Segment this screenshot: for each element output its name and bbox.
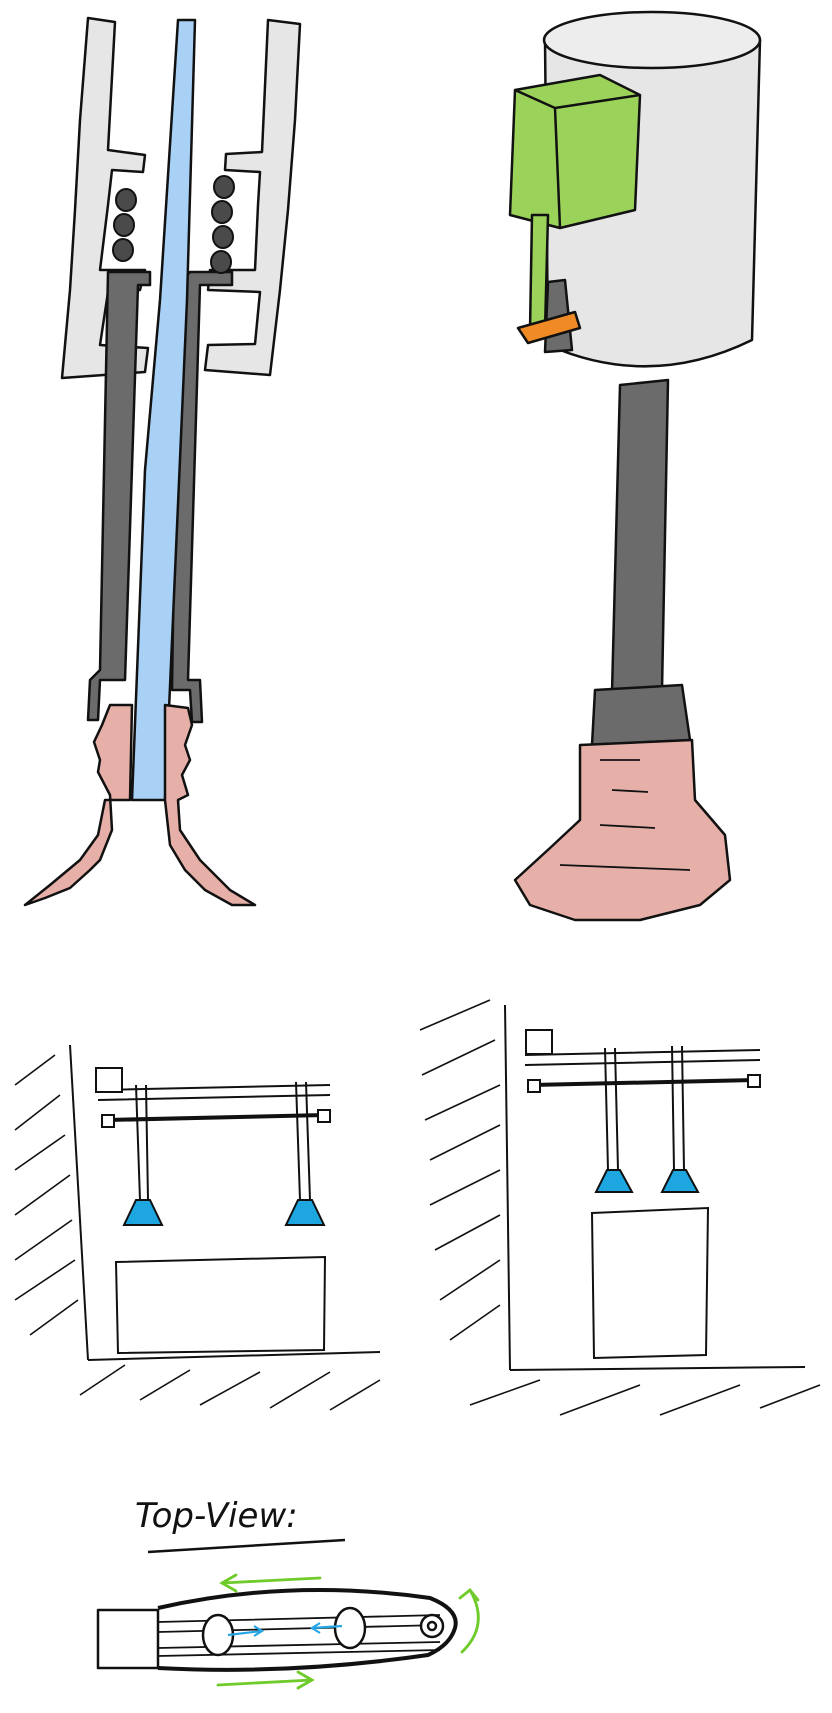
left-spring bbox=[113, 189, 136, 261]
wall-hatch bbox=[420, 1000, 500, 1340]
cylinder-top bbox=[544, 12, 760, 68]
rail-end-right bbox=[748, 1075, 760, 1087]
scene-tall-box bbox=[420, 1000, 820, 1415]
arm-right bbox=[672, 1046, 684, 1170]
scene-wide-box bbox=[15, 1045, 380, 1410]
cup-right bbox=[662, 1170, 698, 1192]
arm-right bbox=[296, 1082, 310, 1200]
top-view-underline bbox=[148, 1540, 345, 1552]
wall bbox=[70, 1045, 88, 1360]
hex-nut bbox=[592, 685, 690, 745]
exterior-suction-cup bbox=[515, 740, 730, 920]
wall-hatch bbox=[15, 1055, 78, 1335]
right-spring bbox=[211, 176, 234, 273]
wide-box bbox=[116, 1257, 325, 1353]
cup-right bbox=[286, 1200, 324, 1225]
suction-cup-left bbox=[25, 705, 132, 905]
exterior-shaft bbox=[612, 380, 668, 692]
floor-hatch bbox=[470, 1380, 820, 1415]
exterior-view bbox=[510, 12, 760, 920]
arm-left bbox=[136, 1085, 148, 1200]
carriage-right bbox=[335, 1608, 365, 1648]
wall bbox=[505, 1005, 510, 1370]
top-rail-lines bbox=[158, 1615, 440, 1656]
floor-hatch bbox=[80, 1365, 380, 1410]
rail-end-left bbox=[528, 1080, 540, 1092]
motor-box bbox=[96, 1068, 122, 1092]
cross-section-view bbox=[25, 18, 300, 905]
cup-left bbox=[124, 1200, 162, 1225]
top-view bbox=[98, 1496, 478, 1688]
arm-left bbox=[605, 1048, 618, 1170]
green-arrow-bottom bbox=[218, 1672, 312, 1688]
green-arrow-curve bbox=[460, 1590, 478, 1652]
motor-box bbox=[526, 1030, 552, 1054]
floor bbox=[510, 1367, 805, 1370]
rail-end-left bbox=[102, 1115, 114, 1127]
cup-left bbox=[596, 1170, 632, 1192]
rail-belt bbox=[108, 1115, 325, 1120]
top-motor-block bbox=[98, 1610, 158, 1668]
pulley-hub bbox=[428, 1622, 436, 1630]
suction-cup-right bbox=[165, 705, 255, 905]
rail-end-right bbox=[318, 1110, 330, 1122]
top-view-label: Top-View: bbox=[135, 1496, 298, 1536]
rail-belt bbox=[532, 1080, 755, 1085]
actuator-rod bbox=[530, 215, 548, 330]
tall-box bbox=[592, 1208, 708, 1358]
rail-top bbox=[525, 1050, 760, 1065]
